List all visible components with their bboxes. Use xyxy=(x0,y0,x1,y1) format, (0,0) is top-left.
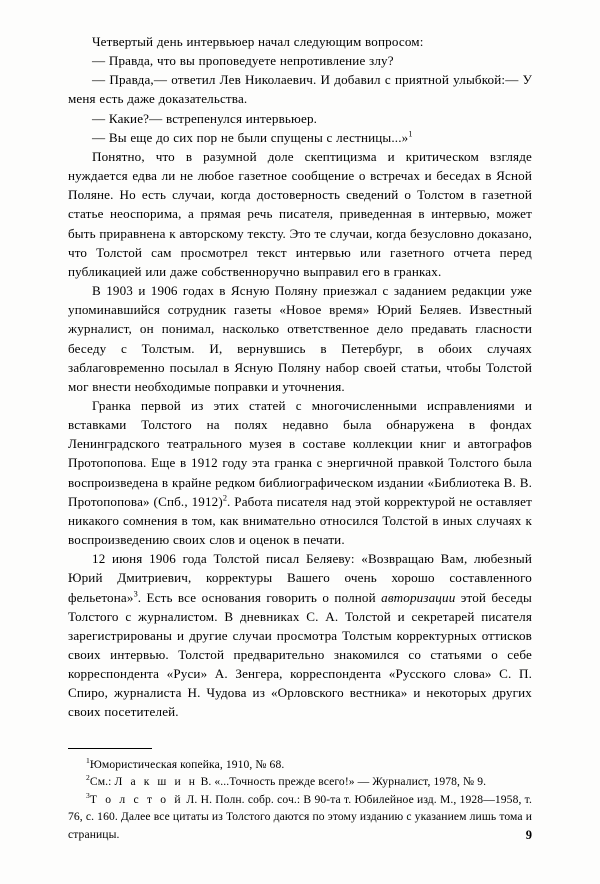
footnote-author-3: Т о л с т о й xyxy=(89,792,184,806)
paragraph-intro: Четвертый день интервьюер начал следующим вопросом: xyxy=(92,34,424,49)
paragraph-letter-text-end: этой беседы Толстого с журналистом. В дневниках С. А. Толстой и секретарей писателя зарегистрированы и другие случаи просмотра Толстым корректурных оттисков своих интервью. Толстой предварительно знакомился со статьями о себе корреспондента «Руси» А. Зенгера, корреспондента «Русского слова» С. П. Спиро, журналиста Н. Чудова из «Орловского вестника» и некоторых других своих посетителей. xyxy=(68,589,532,720)
emphasized-term-avtorizacii: авторизации xyxy=(381,589,456,605)
footnote-marker-2: 2 xyxy=(222,493,228,503)
footnotes-section xyxy=(68,748,532,843)
footnote-marker-3: 3 xyxy=(133,589,138,599)
footnote-item-1 xyxy=(68,756,532,773)
paragraph-1906-letter xyxy=(68,549,532,721)
paragraph-dialogue-4 xyxy=(68,128,532,147)
paragraph-dialogue-1: — Правда, что вы проповедуете непротивление злу? xyxy=(92,53,394,69)
paragraph-letter-text-mid: . Есть все основания говорить о полной xyxy=(137,589,382,605)
paragraph-dialogue-4-text: — Вы еще до сих пор не были спущены с лестницы...» xyxy=(92,129,409,145)
paragraph-granka-text-after: . Работа писателя над этой корректурой не оставляет никакого сомнения в том, как внимательно относился Толстой в иных случаях к воспроизведению своих слов и оценок в печати. xyxy=(68,493,532,548)
footnote-number-3: 3 xyxy=(86,790,90,800)
footnote-item-3 xyxy=(68,791,532,843)
body-text-block xyxy=(68,32,532,722)
paragraph-letter-text-before: 12 июня 1906 года Толстой писал Беляеву: «Возвращаю Вам, любезный Юрий Дмитриевич, корректуры Вашего очень хорошо составленного фельетона» xyxy=(68,551,532,605)
footnote-separator-rule xyxy=(68,748,152,749)
footnote-text-2: В. «...Точность прежде всего!» — Журналист, 1978, № 9. xyxy=(197,775,487,789)
footnote-text-3: Л. Н. Полн. собр. соч.: В 90-та т. Юбилейное изд. М., 1928—1958, т. 76, с. 160. Далее все цитаты из Толстого даются по этому изданию с указанием лишь тома и страницы. xyxy=(68,792,532,841)
footnote-item-2 xyxy=(68,773,532,790)
footnote-prefix-2: См.: xyxy=(89,775,115,789)
footnote-author-2: Л а к ш и н xyxy=(114,775,198,789)
paragraph-ponyatno: Понятно, что в разумной доле скептицизма и критическом взгляде нуждается едва ли не любое газетное сообщение о встречах и беседах в Ясной Поляне. Но есть случаи, когда достоверность сведений о Толстом в газетной статье неоспорима, а прямая речь писателя, приведенная в интервью, может быть приравнена к авторскому тексту. Это те случаи, когда безусловно доказано, что Толстой сам просмотрел текст интервью или газетного отчета перед публикацией или даже собственноручно выправил его в гранках. xyxy=(68,148,532,279)
footnote-number-1: 1 xyxy=(86,756,90,766)
paragraph-granka-text-before: Гранка первой из этих статей с многочисленными исправлениями и вставками Толстого на полях недавно была обнаружена в фондах Ленинградского театрального музея в составе коллекции книг и автографов Протопопова. Еще в 1912 году эта гранка с энергичной правкой Толстого была воспроизведена в крайне редком библиографическом издании «Библиотека В. В. Протопопова» (Спб., 1912) xyxy=(68,397,532,509)
footnote-marker-1: 1 xyxy=(408,129,413,139)
page-number: 9 xyxy=(525,828,532,842)
paragraph-granka xyxy=(68,396,532,549)
paragraph-dialogue-2: — Правда,— ответил Лев Николаевич. И добавил с приятной улыбкой:— У меня есть даже доказательства. xyxy=(68,72,532,107)
footnote-text-1: Юмористическая копейка, 1910, № 68. xyxy=(89,758,285,771)
paragraph-dialogue-3: — Какие?— встрепенулся интервьюер. xyxy=(92,110,318,126)
footnote-number-2: 2 xyxy=(86,773,90,783)
paragraph-1903-1906: В 1903 и 1906 годах в Ясную Поляну приезжал с заданием редакции уже упоминавшийся сотрудник газеты «Новое время» Юрий Беляев. Известный журналист, он понимал, насколько ответственное дело предавать гласности беседу с Толстым. И, вернувшись в Петербург, в обоих случаях заблаговременно посылал в Ясную Поляну набор своей статьи, чтобы Толстой мог внести необходимые поправки и уточнения. xyxy=(68,283,532,394)
